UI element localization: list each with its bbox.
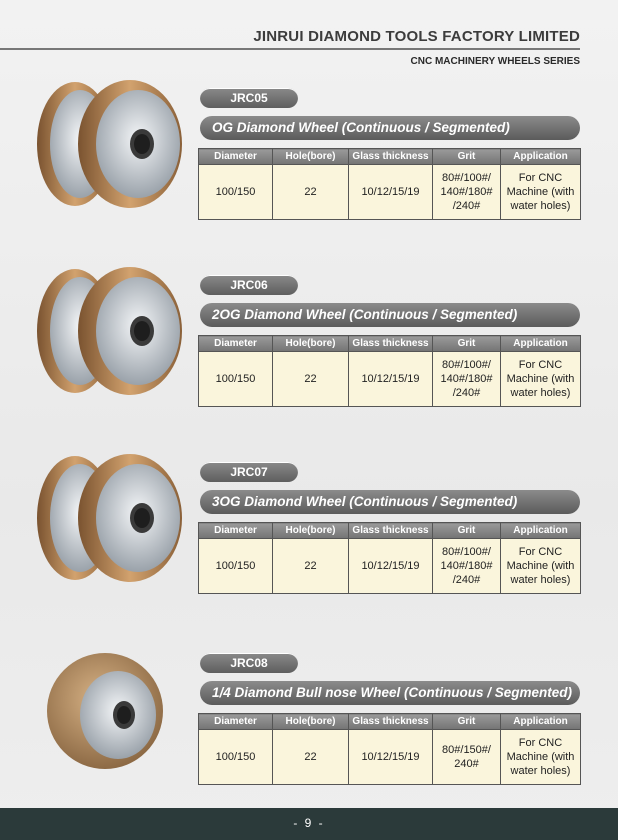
cell-grit: 80#/100#/ 140#/180# /240# [433, 165, 501, 220]
col-diameter: Diameter [199, 149, 273, 165]
col-glass-thickness: Glass thickness [349, 336, 433, 352]
bullnose-wheel-image [30, 639, 190, 779]
cell-hole: 22 [273, 165, 349, 220]
product-title: OG Diamond Wheel (Continuous / Segmented) [200, 116, 580, 140]
cell-grit: 80#/100#/ 140#/180# /240# [433, 539, 501, 594]
cell-grit: 80#/100#/ 140#/180# /240# [433, 352, 501, 407]
col-hole: Hole(bore) [273, 149, 349, 165]
cell-glass-thickness: 10/12/15/19 [349, 165, 433, 220]
cell-application: For CNC Machine (with water holes) [501, 352, 581, 407]
wheel-image [30, 74, 190, 214]
spec-header-row [199, 714, 581, 730]
col-hole: Hole(bore) [273, 714, 349, 730]
col-diameter: Diameter [199, 523, 273, 539]
product-block [0, 653, 618, 803]
spec-table [198, 148, 581, 220]
spec-table [198, 713, 581, 785]
product-title: 3OG Diamond Wheel (Continuous / Segmented) [200, 490, 580, 514]
series-title: CNC MACHINERY WHEELS SERIES [410, 56, 580, 67]
cell-hole: 22 [273, 352, 349, 407]
spec-table [198, 522, 581, 594]
spec-table [198, 335, 581, 407]
spec-row [199, 539, 581, 594]
page-footer [0, 808, 618, 840]
col-hole: Hole(bore) [273, 523, 349, 539]
cell-application: For CNC Machine (with water holes) [501, 730, 581, 785]
col-glass-thickness: Glass thickness [349, 149, 433, 165]
product-block [0, 88, 618, 238]
cell-diameter: 100/150 [199, 165, 273, 220]
cell-grit: 80#/150#/ 240# [433, 730, 501, 785]
col-glass-thickness: Glass thickness [349, 714, 433, 730]
col-hole: Hole(bore) [273, 336, 349, 352]
col-grit: Grit [433, 149, 501, 165]
wheel-image [30, 448, 190, 588]
product-block [0, 462, 618, 612]
spec-header-row [199, 523, 581, 539]
col-application: Application [501, 336, 581, 352]
spec-header-row [199, 336, 581, 352]
cell-hole: 22 [273, 539, 349, 594]
spec-header-row [199, 149, 581, 165]
product-code: JRC05 [200, 88, 298, 108]
cell-glass-thickness: 10/12/15/19 [349, 539, 433, 594]
cell-diameter: 100/150 [199, 730, 273, 785]
spec-row [199, 165, 581, 220]
cell-application: For CNC Machine (with water holes) [501, 539, 581, 594]
product-code: JRC08 [200, 653, 298, 673]
product-title: 1/4 Diamond Bull nose Wheel (Continuous / Segmented) [200, 681, 580, 705]
col-grit: Grit [433, 523, 501, 539]
col-diameter: Diameter [199, 714, 273, 730]
cell-glass-thickness: 10/12/15/19 [349, 730, 433, 785]
header-rule [0, 48, 580, 50]
col-grit: Grit [433, 714, 501, 730]
cell-glass-thickness: 10/12/15/19 [349, 352, 433, 407]
product-block [0, 275, 618, 425]
product-title: 2OG Diamond Wheel (Continuous / Segmented) [200, 303, 580, 327]
cell-diameter: 100/150 [199, 539, 273, 594]
col-application: Application [501, 523, 581, 539]
spec-row [199, 730, 581, 785]
cell-application: For CNC Machine (with water holes) [501, 165, 581, 220]
col-glass-thickness: Glass thickness [349, 523, 433, 539]
product-code: JRC07 [200, 462, 298, 482]
col-application: Application [501, 714, 581, 730]
spec-row [199, 352, 581, 407]
page-number: - 9 - [293, 816, 325, 830]
col-diameter: Diameter [199, 336, 273, 352]
product-code: JRC06 [200, 275, 298, 295]
cell-diameter: 100/150 [199, 352, 273, 407]
cell-hole: 22 [273, 730, 349, 785]
col-grit: Grit [433, 336, 501, 352]
company-name: JINRUI DIAMOND TOOLS FACTORY LIMITED [253, 28, 580, 45]
col-application: Application [501, 149, 581, 165]
wheel-image [30, 261, 190, 401]
